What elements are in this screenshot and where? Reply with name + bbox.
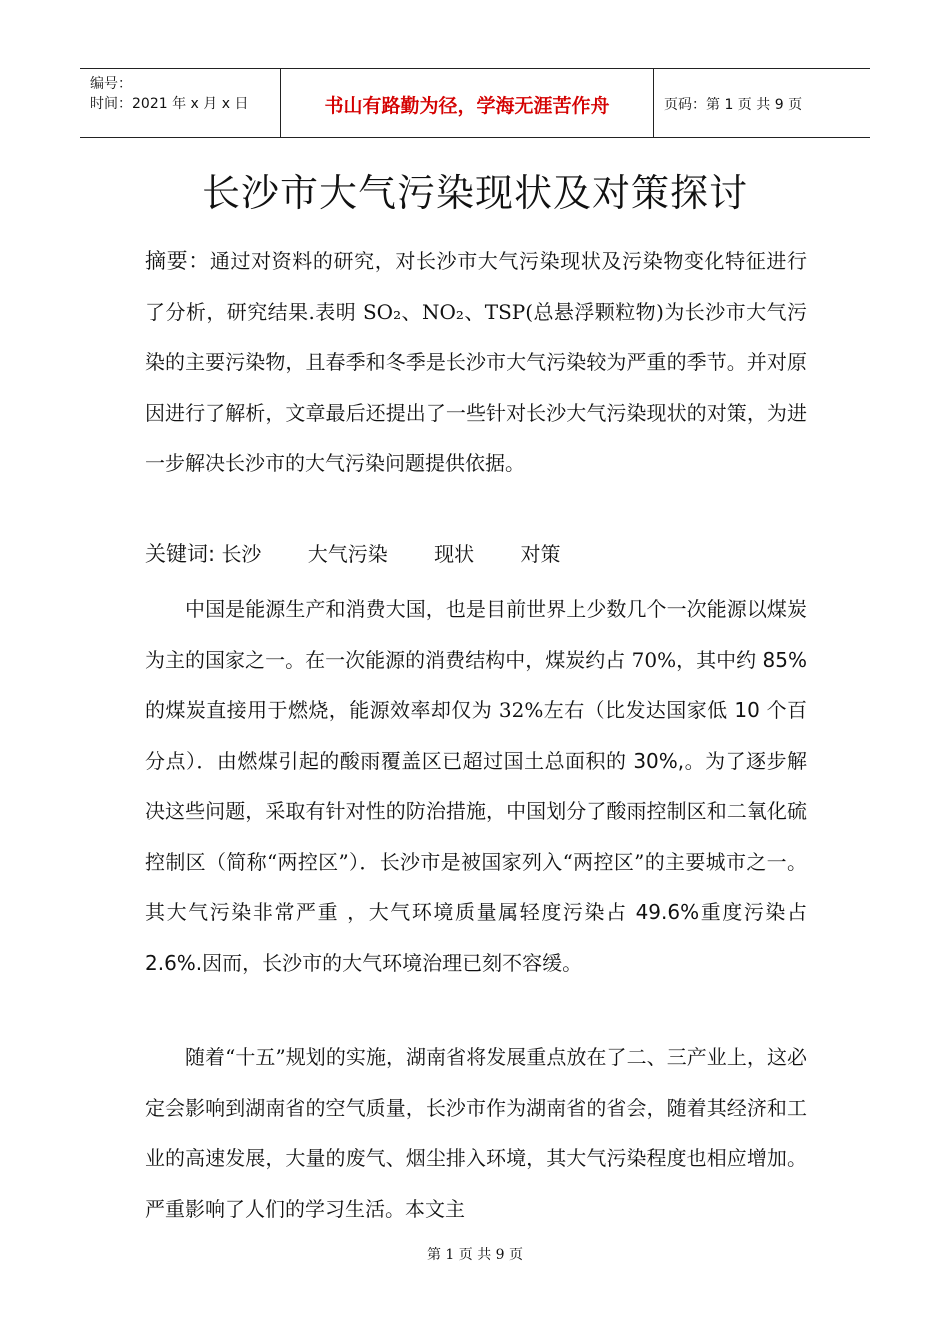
number-label: 编号： <box>90 76 132 92</box>
paragraph-text: 重度污染占 <box>699 900 808 924</box>
page-footer: 第 1 页 共 9 页 <box>426 1247 524 1263</box>
header-table <box>80 68 870 138</box>
paragraph-text: 。为了逐步解决这些问题，采取有针对性的防治措施，中国划分了酸雨控制区和二氧化硫控制区（简称“两控区”）．长沙市是被国家列入“两控区”的主要城市之一。其大气污染非常严重 ，大气环境质量属轻度污染占 <box>145 748 808 924</box>
header-meta-cell <box>80 69 281 137</box>
keyword: 对策 <box>520 542 561 566</box>
header-motto-cell <box>281 69 654 137</box>
time-label: 时间：2021 年 x 月 x 日 <box>90 96 249 112</box>
paragraph-text: 的煤炭直接用于燃烧，能源效率却仅为 32%左右（比发达国家低 <box>145 698 735 722</box>
keyword: 现状 <box>434 542 475 566</box>
paragraph-text: 中国是能源生产和消费大国，也是目前世界上少数几个一次能源以煤炭为主的国家之一。在一次能源的消费结构中，煤炭约占 70%，其中约 <box>145 597 807 672</box>
document-title: 长沙市大气污染现状及对策探讨 <box>201 171 748 215</box>
motto: 书山有路勤为径，学海无涯苦作舟 <box>324 95 610 117</box>
body-paragraph-2: 随着“十五”规划的实施，湖南省将发展重点放在了二、三产业上，这必定会影响到湖南省的空气质量，长沙市作为湖南省的省会，随着其经济和工业的高速发展，大量的废气、烟尘排入环境，其大气污染程度也相应增加。严重影响了人们的学习生活。本文主 <box>145 1045 807 1221</box>
abstract-label: 摘要： <box>145 249 210 273</box>
abstract-text: 通过对资料的研究，对长沙市大气污染现状及污染物变化特征进行了分析，研究结果.表明 SO₂、NO₂、TSP(总悬浮颗粒物)为长沙市大气污染的主要污染物，且春季和冬季是长沙市大气污染较为严重的季节。并对原因进行了解析，文章最后还提出了一些针对长沙大气污染现状的对策，为进一步解决长沙市的大气污染问题提供依据。 <box>145 249 808 475</box>
page-code: 页码：第 1 页 共 9 页 <box>664 97 803 113</box>
keyword: 大气污染 <box>307 542 388 566</box>
header-page-cell <box>654 69 870 137</box>
keywords-label: 关键词: <box>145 542 216 566</box>
abstract-paragraph <box>145 236 807 489</box>
paragraph-text: 因而，长沙市的大气环境治理已刻不容缓。 <box>202 950 583 975</box>
keywords-row <box>145 538 601 568</box>
paragraph-number: 30%, <box>633 748 685 773</box>
paragraph-number: 85% <box>762 647 807 672</box>
paragraph-number: 2.6%. <box>145 950 203 975</box>
keyword: 长沙 <box>221 542 262 566</box>
paragraph-number: 49.6% <box>635 900 700 924</box>
paragraph-number: 10 <box>734 698 760 722</box>
paragraph-text: 个百分点）．由燃煤引起的酸雨覆盖区已超过国土总面积的 <box>145 698 807 773</box>
body-paragraph-1 <box>145 584 807 988</box>
